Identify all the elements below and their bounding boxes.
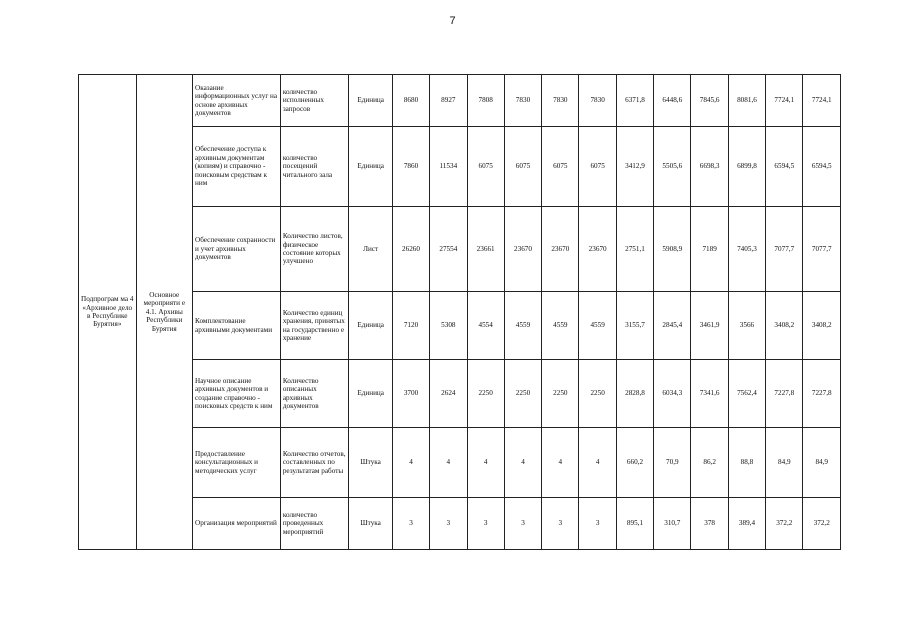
indicator-cell: количество исполненных запросов [280,75,349,127]
value-cell: 84,9 [766,428,803,498]
unit-cell: Лист [349,207,392,292]
value-cell: 3 [504,498,541,550]
value-cell: 2250 [504,360,541,428]
value-cell: 7405,3 [728,207,765,292]
main-event-cell: Основное мероприяти е 4.1. Архивы Республики Бурятия [136,75,193,550]
value-cell: 4554 [467,292,504,360]
value-cell: 3408,2 [766,292,803,360]
value-cell: 6698,3 [691,127,728,207]
indicator-cell: Количество единиц хранения, принятых на государственно е хранение [280,292,349,360]
value-cell: 7830 [579,75,616,127]
value-cell: 26260 [392,207,429,292]
value-cell: 378 [691,498,728,550]
value-cell: 8927 [430,75,467,127]
value-cell: 4 [579,428,616,498]
value-cell: 7077,7 [803,207,841,292]
value-cell: 6448,6 [654,75,691,127]
value-cell: 23661 [467,207,504,292]
indicator-cell: количество проведенных мероприятий [280,498,349,550]
value-cell: 5308 [430,292,467,360]
value-cell: 3 [430,498,467,550]
value-cell: 88,8 [728,428,765,498]
value-cell: 4559 [542,292,579,360]
unit-cell: Штука [349,498,392,550]
value-cell: 4 [504,428,541,498]
value-cell: 3 [392,498,429,550]
value-cell: 6075 [467,127,504,207]
value-cell: 7830 [542,75,579,127]
event-cell: Научное описание архивных документов и создание справочно - поисковых средств к ним [193,360,281,428]
value-cell: 6075 [542,127,579,207]
value-cell: 84,9 [803,428,841,498]
value-cell: 3 [467,498,504,550]
value-cell: 3566 [728,292,765,360]
value-cell: 8081,6 [728,75,765,127]
value-cell: 2845,4 [654,292,691,360]
value-cell: 8680 [392,75,429,127]
value-cell: 4 [467,428,504,498]
value-cell: 86,2 [691,428,728,498]
value-cell: 6075 [579,127,616,207]
unit-cell: Единица [349,360,392,428]
table-row [79,75,841,127]
value-cell: 4559 [504,292,541,360]
value-cell: 4 [392,428,429,498]
value-cell: 7830 [504,75,541,127]
value-cell: 5908,9 [654,207,691,292]
value-cell: 389,4 [728,498,765,550]
indicator-cell: Количество отчетов, составленных по результатам работы [280,428,349,498]
value-cell: 7227,8 [766,360,803,428]
value-cell: 6594,5 [803,127,841,207]
value-cell: 7562,4 [728,360,765,428]
value-cell: 372,2 [766,498,803,550]
value-cell: 7341,6 [691,360,728,428]
subprogram-cell: Подпрограм ма 4 «Архивное дело в Республике Бурятия» [79,75,137,550]
value-cell: 7845,6 [691,75,728,127]
value-cell: 7189 [691,207,728,292]
table-row [79,127,841,207]
value-cell: 6594,5 [766,127,803,207]
value-cell: 3461,9 [691,292,728,360]
table-row [79,360,841,428]
value-cell: 3412,9 [616,127,653,207]
indicator-cell: Количество листов, физическое состояние которых улучшено [280,207,349,292]
value-cell: 3408,2 [803,292,841,360]
value-cell: 7077,7 [766,207,803,292]
value-cell: 7808 [467,75,504,127]
event-cell: Комплектование архивными документами [193,292,281,360]
value-cell: 3 [579,498,616,550]
value-cell: 7120 [392,292,429,360]
event-cell: Организация мероприятий [193,498,281,550]
value-cell: 11534 [430,127,467,207]
value-cell: 3155,7 [616,292,653,360]
value-cell: 27554 [430,207,467,292]
value-cell: 70,9 [654,428,691,498]
value-cell: 6075 [504,127,541,207]
event-cell: Обеспечение сохранности и учет архивных документов [193,207,281,292]
indicator-cell: количество посещений читального зала [280,127,349,207]
value-cell: 2250 [579,360,616,428]
value-cell: 372,2 [803,498,841,550]
value-cell: 310,7 [654,498,691,550]
value-cell: 7227,8 [803,360,841,428]
value-cell: 23670 [579,207,616,292]
event-cell: Оказание информационных услуг на основе архивных документов [193,75,281,127]
value-cell: 7724,1 [803,75,841,127]
value-cell: 3 [542,498,579,550]
table-body [79,75,841,550]
indicator-cell: Количество описанных архивных документов [280,360,349,428]
event-cell: Обеспечение доступа к архивным документам (копиям) и справочно - поисковым средствам к ним [193,127,281,207]
value-cell: 4559 [579,292,616,360]
value-cell: 6899,8 [728,127,765,207]
value-cell: 4 [542,428,579,498]
value-cell: 2751,1 [616,207,653,292]
value-cell: 6371,8 [616,75,653,127]
value-cell: 7724,1 [766,75,803,127]
value-cell: 5505,6 [654,127,691,207]
table-row [79,292,841,360]
value-cell: 2250 [542,360,579,428]
state-task-table [78,74,841,550]
value-cell: 4 [430,428,467,498]
page-number: 7 [449,15,456,27]
value-cell: 2624 [430,360,467,428]
unit-cell: Единица [349,127,392,207]
table-row [79,498,841,550]
value-cell: 2828,8 [616,360,653,428]
value-cell: 23670 [542,207,579,292]
table-row [79,207,841,292]
value-cell: 23670 [504,207,541,292]
unit-cell: Единица [349,292,392,360]
value-cell: 660,2 [616,428,653,498]
value-cell: 7860 [392,127,429,207]
value-cell: 2250 [467,360,504,428]
value-cell: 3700 [392,360,429,428]
value-cell: 6034,3 [654,360,691,428]
table-row [79,428,841,498]
event-cell: Предоставление консультационных и методических услуг [193,428,281,498]
unit-cell: Единица [349,75,392,127]
unit-cell: Штука [349,428,392,498]
value-cell: 895,1 [616,498,653,550]
